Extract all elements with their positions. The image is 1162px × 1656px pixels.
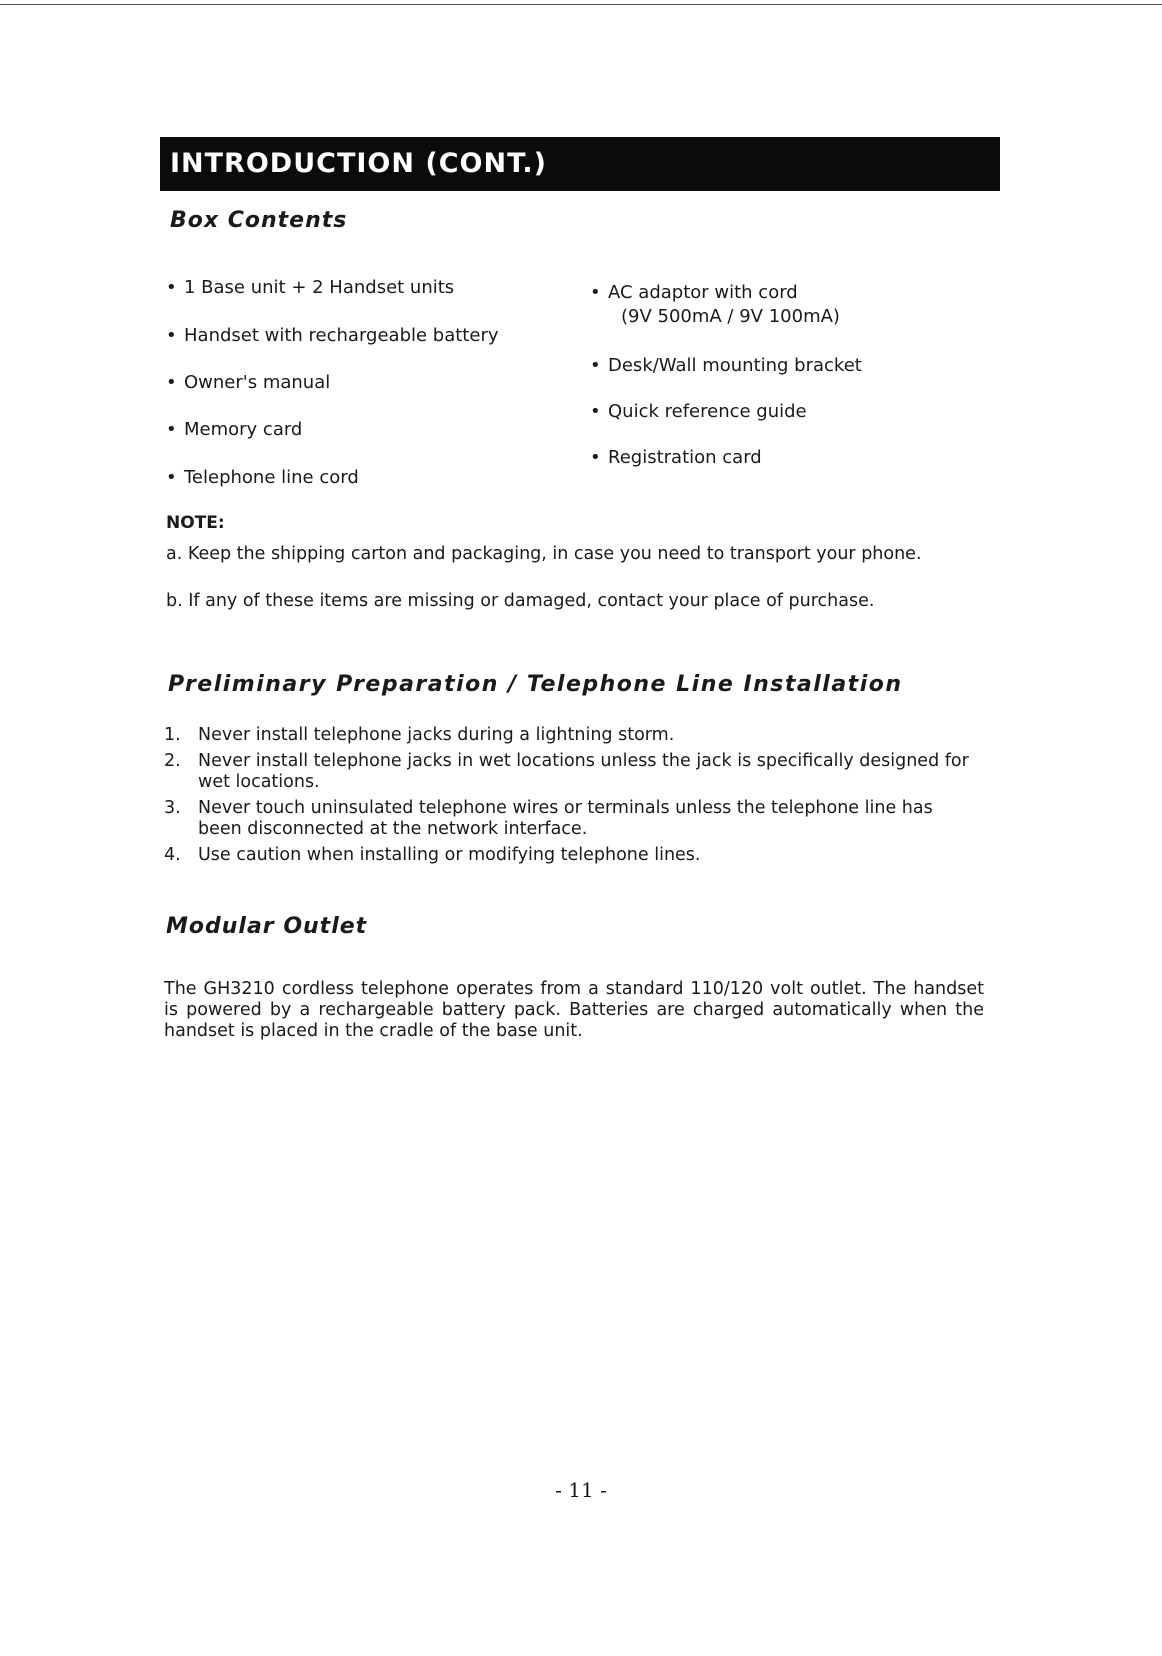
numbered-item: 1. Never install telephone jacks during a lightning storm. xyxy=(164,725,675,745)
box-item-right: • Desk/Wall mounting bracket xyxy=(590,355,862,376)
box-item-right: • AC adaptor with cord (9V 500mA / 9V 100mA) xyxy=(590,282,840,327)
bullet-icon: • xyxy=(590,401,601,422)
bullet-icon: • xyxy=(590,355,601,376)
box-item-left: • 1 Base unit + 2 Handset units xyxy=(166,277,455,298)
note-label: NOTE: xyxy=(166,513,225,533)
banner-title: INTRODUCTION (CONT.) xyxy=(170,148,547,179)
box-item-left: • Owner's manual xyxy=(166,372,331,393)
adaptor-rating: (9V 500mA / 9V 100mA) xyxy=(621,306,840,327)
box-item-left: • Handset with rechargeable battery xyxy=(166,325,499,346)
box-contents-heading: Box Contents xyxy=(170,208,348,233)
bullet-icon: • xyxy=(166,467,177,488)
page-number: - 11 - xyxy=(555,1478,607,1502)
numbered-item: 2. Never install telephone jacks in wet locations unless the jack is specifically designed for wet locations. xyxy=(164,751,969,792)
box-item-right: • Registration card xyxy=(590,447,762,468)
numbered-item: 4. Use caution when installing or modifying telephone lines. xyxy=(164,845,701,865)
top-rule xyxy=(0,4,1162,5)
box-item-left: • Telephone line cord xyxy=(166,467,359,488)
note-item-b: b. If any of these items are missing or damaged, contact your place of purchase. xyxy=(166,591,875,611)
bullet-icon: • xyxy=(166,277,177,298)
bullet-icon: • xyxy=(590,282,601,303)
modular-outlet-heading: Modular Outlet xyxy=(166,914,368,939)
note-item-a: a. Keep the shipping carton and packaging, in case you need to transport your phone. xyxy=(166,544,922,564)
bullet-icon: • xyxy=(166,325,177,346)
box-item-left: • Memory card xyxy=(166,419,303,440)
bullet-icon: • xyxy=(166,372,177,393)
box-item-right: • Quick reference guide xyxy=(590,401,807,422)
modular-outlet-body: The GH3210 cordless telephone operates from a standard 110/120 volt outlet. The handset is powered by a rechargeable battery pack. Batteries are charged automatically when the handset is placed in the cradle of the base unit. xyxy=(164,979,984,1041)
bullet-icon: • xyxy=(590,447,601,468)
preliminary-heading: Preliminary Preparation / Telephone Line Installation xyxy=(168,672,903,697)
bullet-icon: • xyxy=(166,419,177,440)
numbered-item: 3. Never touch uninsulated telephone wires or terminals unless the telephone line has been disconnected at the network interface. xyxy=(164,798,933,839)
